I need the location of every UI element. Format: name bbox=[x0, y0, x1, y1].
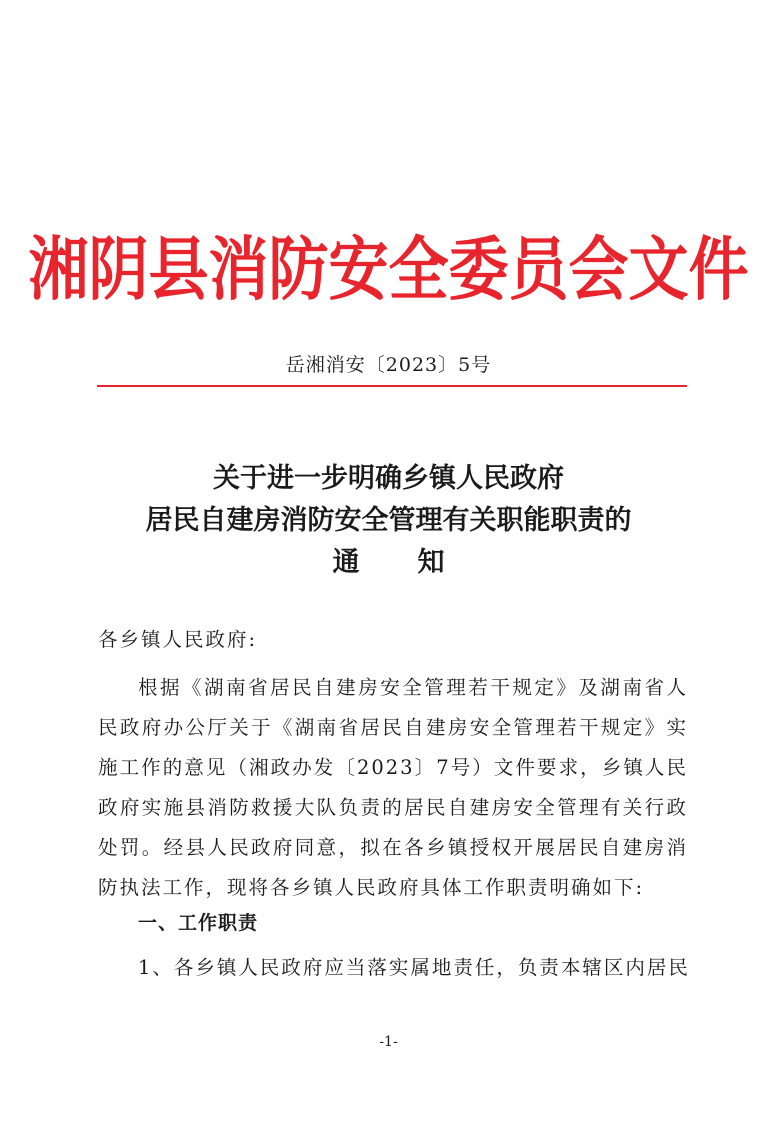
title-notice-char-2: 知 bbox=[417, 547, 445, 578]
salutation: 各乡镇人民政府: bbox=[98, 628, 258, 651]
section-heading-1: 一、工作职责 bbox=[138, 912, 259, 934]
list-item-1: 1、各乡镇人民政府应当落实属地责任，负责本辖区内居民 bbox=[138, 956, 690, 979]
title-notice-char-1: 通 bbox=[332, 547, 360, 578]
document-number: 岳湘消安〔2023〕5号 bbox=[285, 354, 492, 376]
notice-title bbox=[0, 458, 777, 584]
title-line-3 bbox=[0, 542, 777, 584]
body-paragraph-1: 根据《湖南省居民自建房安全管理若干规定》及湖南省人民政府办公厅关于《湖南省居民自建房安全管理若干规定》实施工作的意见（湘政办发〔2023〕7号）文件要求，乡镇人民政府实施县消防救援大队负责的居民自建房安全管理有关行政处罚。经县人民政府同意，拟在各乡镇授权开展居民自建房消防执法工作，现将各乡镇人民政府具体工作职责明确如下: bbox=[98, 676, 688, 899]
masthead-title: 湘阴县消防安全委员会文件 bbox=[28, 229, 749, 310]
title-line-1: 关于进一步明确乡镇人民政府 bbox=[213, 463, 564, 494]
page-number: -1- bbox=[379, 1034, 398, 1050]
title-line-2: 居民自建房消防安全管理有关职能职责的 bbox=[145, 505, 632, 536]
red-divider-line bbox=[97, 385, 687, 387]
